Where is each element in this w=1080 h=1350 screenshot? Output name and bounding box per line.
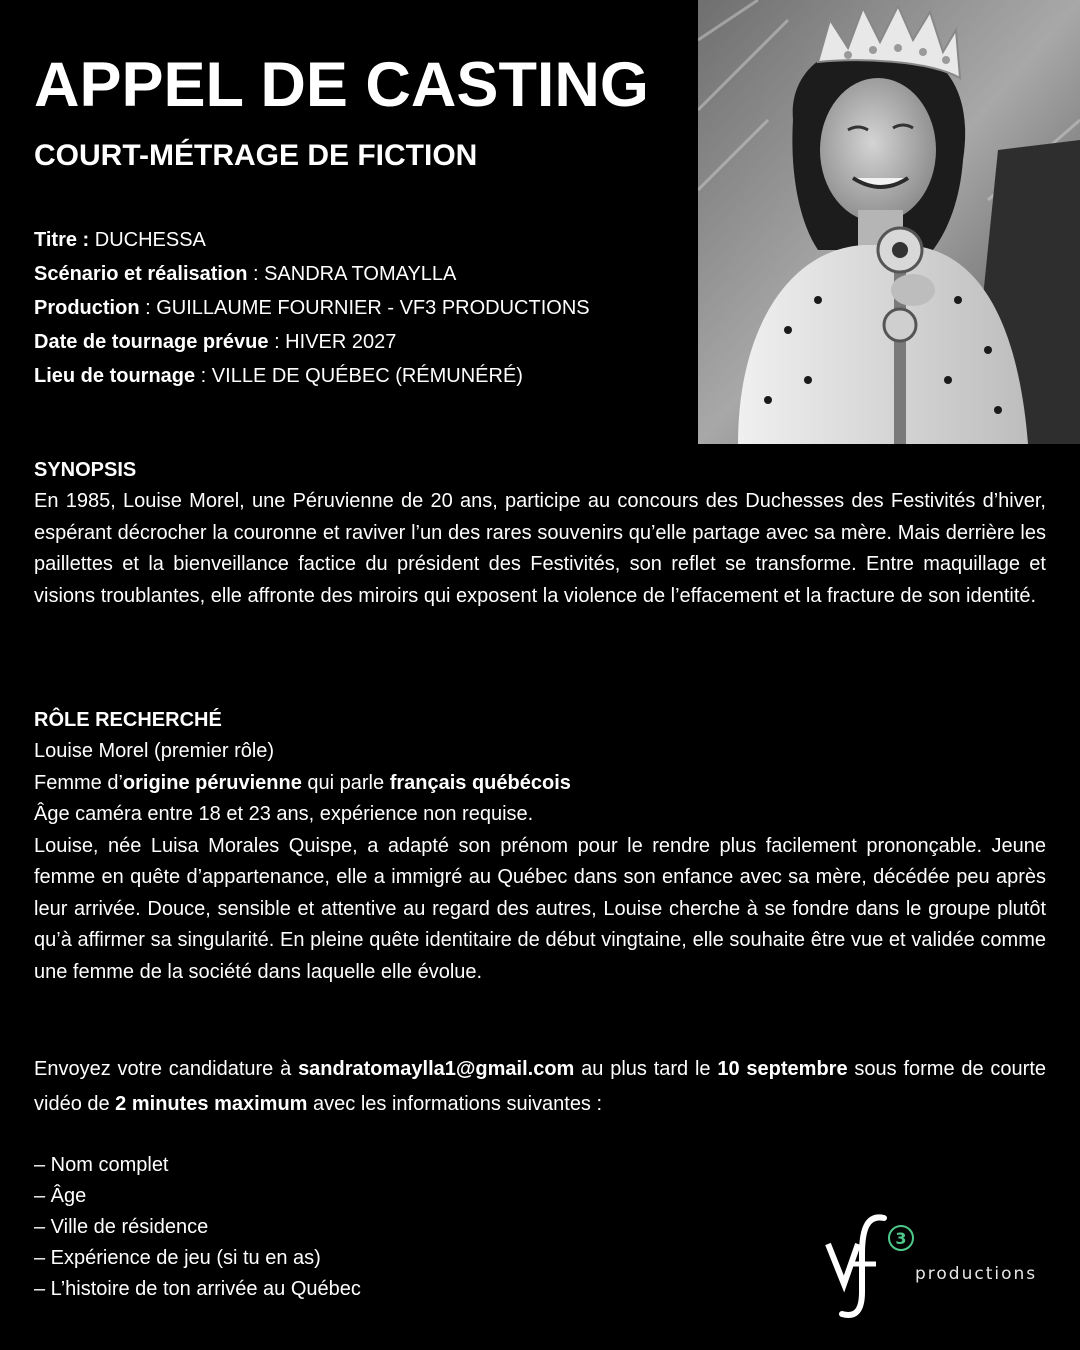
role-name: Louise Morel (premier rôle): [34, 740, 275, 762]
synopsis-text: En 1985, Louise Morel, une Péruvienne de 20 ans, participe au concours des Duchesses des Festivités d’hiver, espérant décrocher la couronne et raviver l’un des rares souvenirs qu’elle partage avec sa mère. Mais derrière les paillettes et la bienveillance factice du président des Festivités, son reflet se transforme. Entre maquillage et visions troublantes, elle affronte des miroirs qui exposent la violence de l’effacement et la fracture de son identité.: [34, 490, 1046, 607]
credit-shoot-date: [34, 325, 684, 359]
credits-block: [34, 223, 684, 393]
logo-text: productions: [915, 1264, 1038, 1284]
role-description: Louise, née Luisa Morales Quispe, a adapté son prénom pour le rendre plus facilement prononçable. Jeune femme en quête d’appartenance, elle a immigré au Québec dans son enfance avec sa mère, décédée peu après leur arrivée. Douce, sensible et attentive au regard des autres, Louise cherche à se fondre dans le groupe plutôt qu’à affirmer sa singularité. En pleine quête identitaire de début vingtaine, elle souhaite être vue et validée comme une femme de la société dans laquelle elle évolue.: [34, 834, 1046, 983]
role-origin-bold: origine péruvienne: [122, 771, 302, 794]
credit-label: Scénario et réalisation: [34, 263, 248, 285]
apply-duration: 2 minutes maximum: [115, 1093, 308, 1115]
credit-director: [34, 257, 684, 291]
credit-location: [34, 359, 684, 393]
role-heading: RÔLE RECHERCHÉ: [34, 709, 222, 731]
vf3-productions-logo: [822, 1212, 1052, 1322]
apply-instructions: [34, 1052, 1046, 1122]
apply-text: au plus tard le: [574, 1058, 718, 1080]
role-age: Âge caméra entre 18 et 23 ans, expérience non requise.: [34, 803, 534, 825]
credit-value: : VILLE DE QUÉBEC (RÉMUNÉRÉ): [195, 365, 523, 387]
credit-value: DUCHESSA: [89, 229, 206, 251]
credit-label: Lieu de tournage: [34, 365, 196, 387]
logo-superscript: 3: [895, 1229, 907, 1248]
apply-text: avec les informations suivantes :: [307, 1093, 603, 1115]
apply-email-link[interactable]: sandratomaylla1@gmail.com: [298, 1058, 575, 1080]
credit-label: Production: [34, 297, 140, 319]
list-item: – Nom complet: [34, 1154, 169, 1176]
synopsis-heading: SYNOPSIS: [34, 459, 137, 481]
list-item: – Expérience de jeu (si tu en as): [34, 1247, 321, 1269]
list-item: – L’histoire de ton arrivée au Québec: [34, 1278, 361, 1300]
archival-photo: [698, 0, 1080, 444]
credit-label: Date de tournage prévue: [34, 331, 269, 353]
page-subtitle: COURT-MÉTRAGE DE FICTION: [34, 139, 478, 172]
list-item: – Ville de résidence: [34, 1216, 209, 1238]
apply-deadline: 10 septembre: [717, 1058, 848, 1080]
apply-text: Envoyez votre candidature à: [34, 1058, 299, 1080]
role-origin-text: Femme d’: [34, 771, 123, 794]
synopsis-section: [34, 455, 1046, 612]
role-language-bold: français québécois: [389, 771, 571, 794]
role-origin-text: qui parle: [301, 771, 390, 794]
credit-production: [34, 291, 684, 325]
apply-text: sous forme de courte vidéo de: [34, 1058, 1047, 1115]
credit-value: : SANDRA TOMAYLLA: [247, 263, 457, 285]
credit-value: : GUILLAUME FOURNIER - VF3 PRODUCTIONS: [139, 297, 590, 319]
credit-value: : HIVER 2027: [268, 331, 397, 353]
credit-label: Titre :: [34, 229, 90, 251]
credit-title: [34, 223, 684, 257]
list-item: – Âge: [34, 1185, 87, 1207]
page-title: APPEL DE CASTING: [34, 50, 649, 120]
role-origin: [34, 768, 1046, 800]
role-section: [34, 705, 1046, 988]
